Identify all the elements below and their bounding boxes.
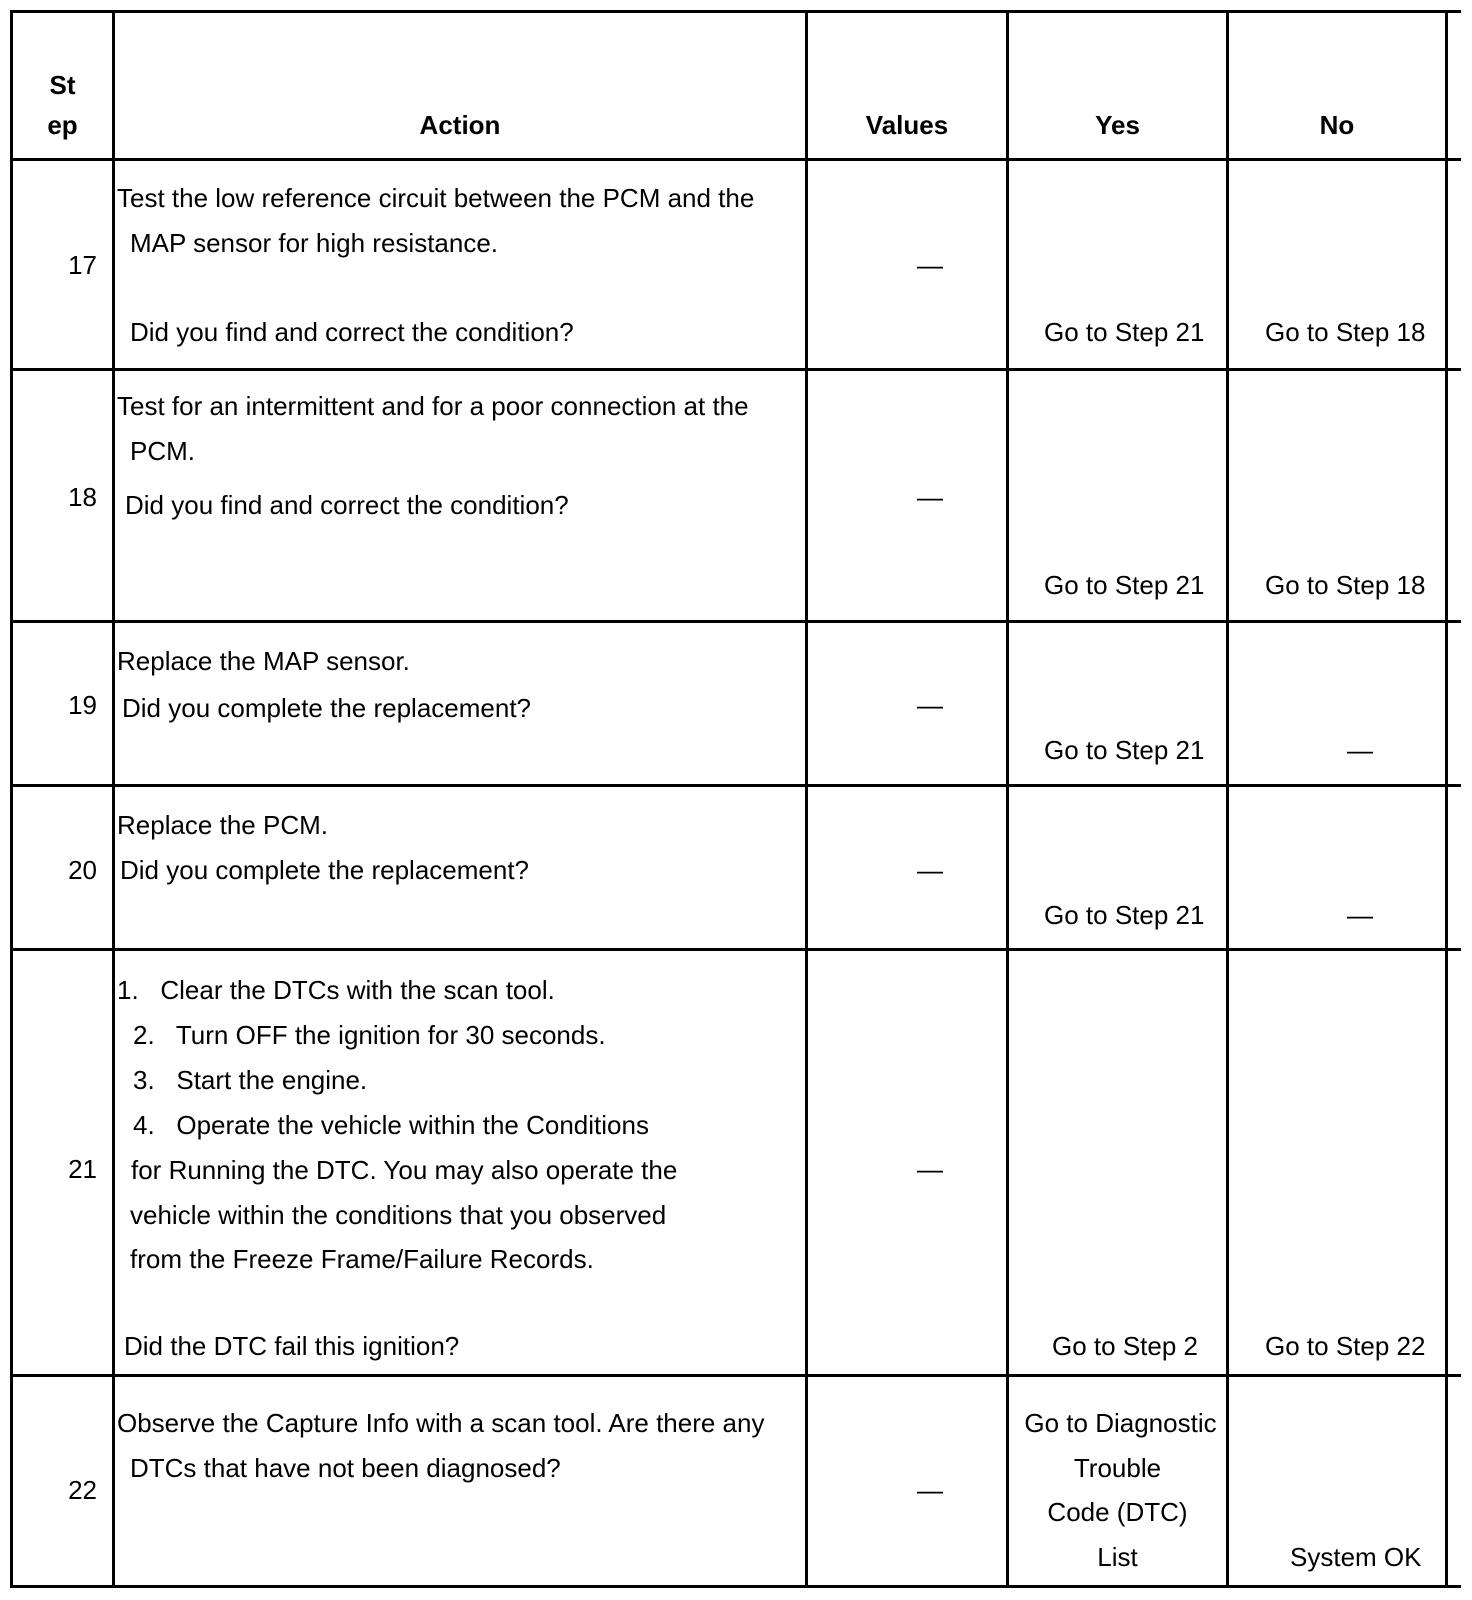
no-outcome: Go to Step 22 (1265, 1331, 1426, 1361)
header-step-line2: ep (47, 110, 78, 140)
step-number: 19 (68, 690, 97, 720)
step-number: 18 (68, 482, 97, 512)
action-text: for Running the DTC. You may also operate the (131, 1155, 678, 1185)
yes-outcome: Go to Step 21 (1044, 570, 1205, 600)
header-divider (10, 158, 1461, 161)
table-border-bottom (10, 1585, 1461, 1588)
action-text: Test the low reference circuit between the PCM and the (117, 183, 755, 213)
value-cell: — (917, 482, 943, 512)
yes-outcome-line: Code (DTC) (1047, 1497, 1188, 1527)
row-divider (10, 948, 1461, 951)
step-number: 17 (68, 250, 97, 280)
value-cell: — (917, 690, 943, 720)
value-cell: — (917, 250, 943, 280)
header-yes: Yes (1095, 110, 1140, 140)
header-action: Action (419, 110, 501, 140)
action-question: DTCs that have not been diagnosed? (130, 1453, 561, 1483)
action-question: Did the DTC fail this ignition? (124, 1331, 460, 1361)
step-number: 21 (68, 1154, 97, 1184)
action-list-item: 2. Turn OFF the ignition for 30 seconds. (133, 1020, 606, 1050)
yes-outcome: Go to Step 21 (1044, 900, 1205, 930)
yes-outcome-line: List (1097, 1542, 1138, 1572)
action-text: PCM. (130, 436, 195, 466)
table-border-left (10, 10, 13, 1588)
yes-outcome: Go to Step 2 (1052, 1331, 1198, 1361)
value-cell: — (917, 855, 943, 885)
step-number: 22 (68, 1475, 97, 1505)
action-list-item: 3. Start the engine. (133, 1065, 368, 1095)
row-divider (10, 368, 1461, 371)
no-outcome: Go to Step 18 (1265, 570, 1426, 600)
value-cell: — (917, 1475, 943, 1505)
row-divider (10, 620, 1461, 623)
step-number: 20 (68, 855, 97, 885)
action-question: Did you complete the replacement? (122, 693, 532, 723)
no-outcome: System OK (1290, 1542, 1422, 1572)
column-divider (1006, 10, 1009, 1588)
no-outcome: — (1347, 900, 1373, 930)
action-text: vehicle within the conditions that you observed (130, 1200, 667, 1230)
action-list-item: 1. Clear the DTCs with the scan tool. (117, 975, 555, 1005)
header-no: No (1319, 110, 1355, 140)
action-text: Replace the PCM. (117, 810, 328, 840)
action-text: MAP sensor for high resistance. (130, 228, 499, 258)
yes-outcome-line: Trouble (1073, 1453, 1162, 1483)
action-question: Did you find and correct the condition? (130, 317, 574, 347)
header-step-line1: St (49, 70, 76, 100)
action-text: from the Freeze Frame/Failure Records. (130, 1244, 594, 1274)
no-outcome: Go to Step 18 (1265, 317, 1426, 347)
row-divider (10, 784, 1461, 787)
action-text: Test for an intermittent and for a poor connection at the (117, 391, 749, 421)
action-question: Did you complete the replacement? (120, 855, 530, 885)
table-border-top (10, 10, 1461, 13)
no-outcome: — (1347, 735, 1373, 765)
yes-outcome: Go to Step 21 (1044, 317, 1205, 347)
action-list-item: 4. Operate the vehicle within the Conditions (133, 1110, 649, 1140)
table-border-right (1445, 10, 1448, 1588)
column-divider (112, 10, 115, 1588)
column-divider (805, 10, 808, 1588)
column-divider (1226, 10, 1229, 1588)
action-text: Replace the MAP sensor. (117, 646, 410, 676)
yes-outcome: Go to Step 21 (1044, 735, 1205, 765)
header-values: Values (865, 110, 949, 140)
action-question: Did you find and correct the condition? (125, 490, 569, 520)
yes-outcome-line: Go to Diagnostic (1024, 1408, 1217, 1438)
value-cell: — (917, 1154, 943, 1184)
row-divider (10, 1374, 1461, 1377)
action-text: Observe the Capture Info with a scan tool. Are there any (117, 1408, 765, 1438)
